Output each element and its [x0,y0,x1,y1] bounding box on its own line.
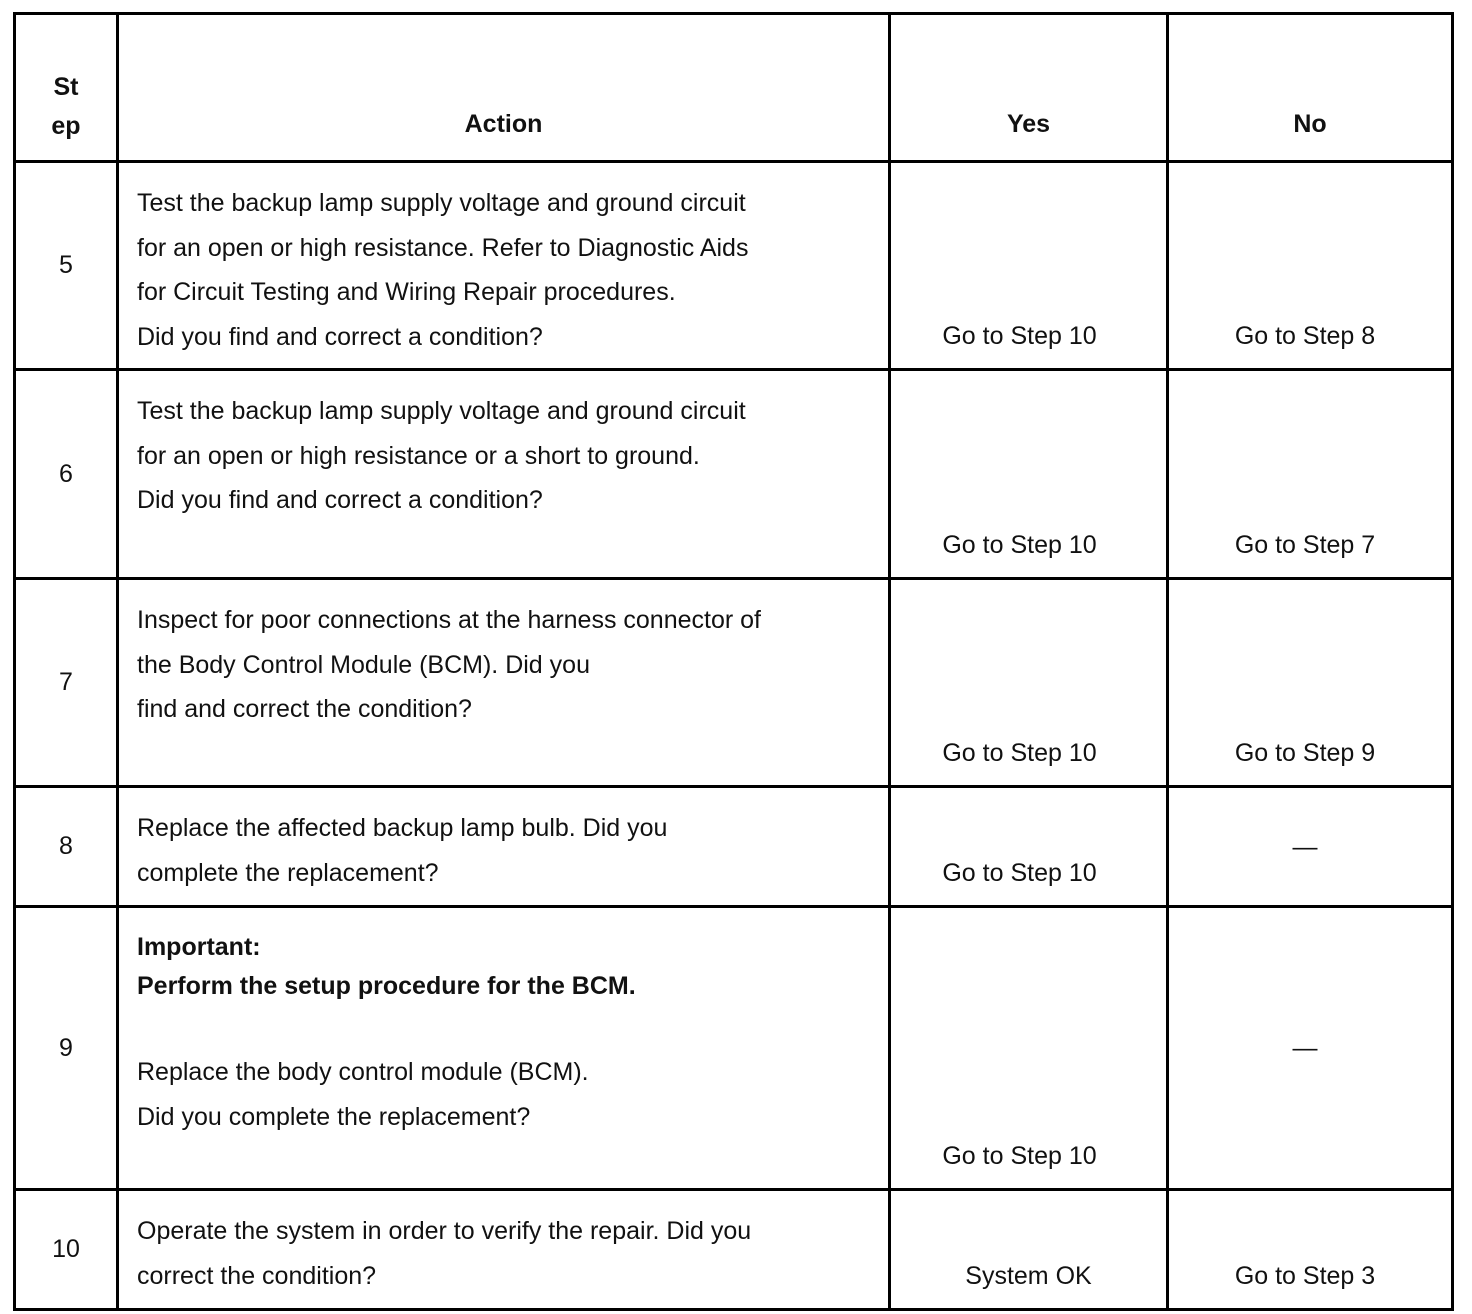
action-cell [118,787,890,907]
action-text: Test the backup lamp supply voltage and ground circuit for an open or high resistance or a short to ground. Did you find and correct a condition? [137,397,746,514]
table-row [15,1190,1453,1310]
action-content [119,908,888,1139]
header-yes-label: Yes [1006,110,1051,138]
no-link[interactable]: Go to Step 8 [1234,322,1376,350]
action-cell [118,579,890,787]
no-cell [1168,787,1453,907]
action-cell [118,162,890,370]
no-link[interactable]: Go to Step 9 [1234,739,1376,767]
no-link[interactable]: Go to Step 7 [1234,531,1376,559]
header-no [1168,14,1453,162]
step-number: 8 [15,787,118,907]
yes-link[interactable]: Go to Step 10 [942,531,1097,559]
action-cell [118,907,890,1190]
no-cell [1168,907,1453,1190]
yes-cell [890,162,1168,370]
no-dash: — [1292,832,1318,861]
action-text: Replace the body control module (BCM). Did you complete the replacement? [137,1058,589,1131]
table-header-row [15,14,1453,162]
header-step-label: St ep [51,73,81,140]
yes-status: System OK [965,1262,1092,1290]
yes-cell [890,787,1168,907]
yes-link[interactable]: Go to Step 10 [942,859,1097,887]
header-no-label: No [1293,110,1327,138]
table-row [15,162,1453,370]
table-row [15,579,1453,787]
action-text: Inspect for poor connections at the harness connector of the Body Control Module (BCM). Did you find and correct the condition? [137,606,761,723]
table-row [15,907,1453,1190]
yes-cell [890,370,1168,579]
diagnostic-table [13,12,1454,1311]
yes-link[interactable]: Go to Step 10 [942,739,1097,767]
action-text: Operate the system in order to verify the repair. Did you correct the condition? [137,1217,752,1290]
table-row [15,787,1453,907]
table-row [15,370,1453,579]
action-text: Test the backup lamp supply voltage and ground circuit for an open or high resistance. Refer to Diagnostic Aids for Circuit Testing and Wiring Repair procedures. Did you find and correct a condition? [137,189,749,351]
header-yes [890,14,1168,162]
action-cell [118,370,890,579]
action-cell [118,1190,890,1310]
step-number: 7 [15,579,118,787]
no-cell [1168,579,1453,787]
header-step [15,14,118,162]
no-cell [1168,370,1453,579]
header-action-label: Action [464,110,543,138]
step-number: 9 [15,907,118,1190]
header-action [118,14,890,162]
no-cell [1168,1190,1453,1310]
step-number: 5 [15,162,118,370]
no-cell [1168,162,1453,370]
yes-cell [890,907,1168,1190]
no-dash: — [1292,1034,1318,1062]
yes-link[interactable]: Go to Step 10 [942,322,1097,350]
no-link[interactable]: Go to Step 3 [1234,1262,1376,1290]
yes-cell [890,1190,1168,1310]
step-number: 6 [15,370,118,579]
yes-link[interactable]: Go to Step 10 [942,1142,1097,1170]
step-number: 10 [15,1190,118,1310]
yes-cell [890,579,1168,787]
action-text: Replace the affected backup lamp bulb. Did you complete the replacement? [137,814,668,887]
important-note: Important: Perform the setup procedure for the BCM. [137,933,636,1000]
